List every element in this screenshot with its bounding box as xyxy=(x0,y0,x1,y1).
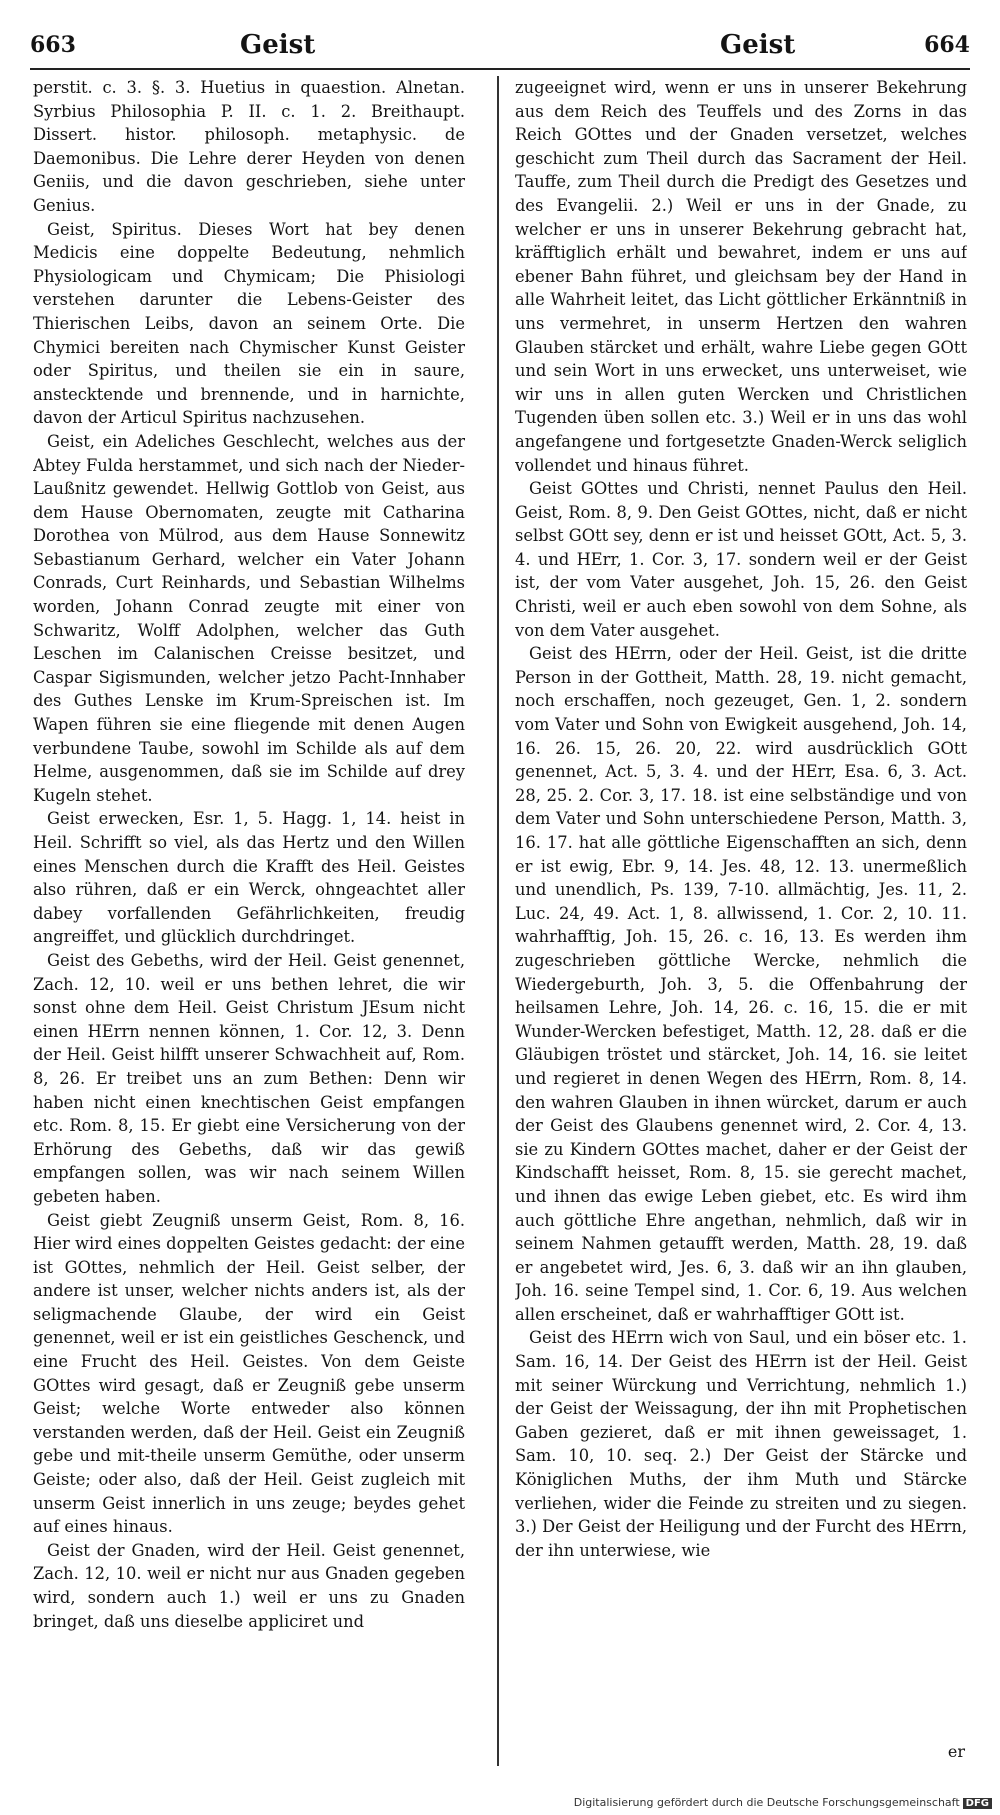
entry-paragraph: Geist des Gebeths, wird der Heil. Geist genennet, Zach. 12, 10. weil er uns bethen lehret, die wir sonst ohne dem Heil. Geist Christum JEsum nicht einen HErrn nennen können, 1. Cor. 12, 3. Denn der Heil. Geist hilfft unserer Schwachheit auf, Rom. 8, 26. Er treibet uns an zum Bethen: Denn wir haben nicht einen knechtischen Geist empfangen etc. Rom. 8, 15. Er giebt eine Versicherung von der Erhörung des Gebeths, daß wir das gewiß empfangen sollen, was wir nach seinem Willen gebeten haben. xyxy=(33,950,465,1206)
entry-paragraph: Geist, Spiritus. Dieses Wort hat bey denen Medicis eine doppelte Bedeutung, nehmlich Physiologicam und Chymicam; Die Phisiologi verstehen darunter die Lebens-Geister des Thierischen Leibs, davon an seinem Orte. Die Chymici bereiten nach Chymischer Kunst Geister oder Spiritus, und theilen sie ein in saure, anstecktende und brennende, und in harnichte, davon der Articul Spiritus nachzusehen. xyxy=(33,219,465,428)
column-divider xyxy=(497,76,499,1766)
entry-paragraph: Geist giebt Zeugniß unserm Geist, Rom. 8, 16. Hier wird eines doppelten Geistes gedacht: der eine ist GOttes, nehmlich der Heil. Geist selber, der andere ist unser, welcher nichts anders ist, als der seligmachende Glaube, der wird ein Geist genennet, weil er ist ein geistliches Geschenck, und eine Frucht des Heil. Geistes. Von dem Geiste GOttes wird gesagt, daß er Zeugniß gebe unserm Geist; welche Worte entweder also können verstanden werden, daß der Heil. Geist ein Zeugniß gebe und mit-theile unserm Gemüthe, oder unserm Geiste; oder also, daß der Heil. Geist zugleich mit unserm Geist innerlich in uns zeuge; beydes gehet auf eines hinaus. xyxy=(33,1210,465,1537)
entry-paragraph: Geist der Gnaden, wird der Heil. Geist genennet, Zach. 12, 10. weil er nicht nur aus Gnaden gegeben wird, sondern auch 1.) weil er uns zu Gnaden bringet, daß uns dieselbe appliciret und xyxy=(33,1540,465,1631)
credit-text: Digitalisierung gefördert durch die Deutsche Forschungsgemeinschaft xyxy=(573,1796,960,1809)
digitization-credit xyxy=(574,1796,992,1809)
entry-paragraph: Geist GOttes und Christi, nennet Paulus den Heil. Geist, Rom. 8, 9. Den Geist GOttes, nicht, daß er nicht selbst GOtt sey, denn er ist und heisset GOtt, Act. 5, 3. 4. und HErr, 1. Cor. 3, 17. sondern weil er der Geist ist, der vom Vater ausgehet, Joh. 15, 26. den Geist Christi, weil er auch eben sowohl von dem Sohne, als von dem Vater ausgehet. xyxy=(515,479,967,640)
entry-paragraph: Geist des HErrn, oder der Heil. Geist, ist die dritte Person in der Gottheit, Matth. 28, 19. nicht gemacht, noch erschaffen, noch gezeuget, Gen. 1, 2. sondern vom Vater und Sohn von Ewigkeit ausgehend, Joh. 14, 16. 26. 15, 26. 20, 22. wird ausdrücklich GOtt genennet, Act. 5, 3. 4. und der HErr, Esa. 6, 3. Act. 28, 25. 2. Cor. 3, 17. 18. ist eine selbständige und von dem Vater und Sohn unterschiedene Person, Matth. 3, 16. 17. hat alle göttliche Eigenschafften an sich, denn er ist ewig, Ebr. 9, 14. Jes. 48, 12. 13. unermeßlich und unendlich, Ps. 139, 7-10. allmächtig, Jes. 11, 2. Luc. 24, 49. Act. 1, 8. allwissend, 1. Cor. 2, 10. 11. wahrhafftig, Joh. 15, 26. c. 16, 13. Es werden ihm zugeschrieben göttliche Wercke, nehmlich die Wiedergeburth, Joh. 3, 5. die Offenbahrung der heilsamen Lehre, Joh. 14, 26. c. 16, 15. die er mit Wunder-Wercken befestiget, Matth. 12, 28. daß er die Gläubigen tröstet und stärcket, Joh. 14, 16. sie leitet und regieret in denen Wegen des HErrn, Rom. 8, 14. den wahren Glauben in ihnen würcket, darum er auch der Geist des Glaubens genennet wird, 2. Cor. 4, 13. sie zu Kindern GOttes machet, daher er der Geist der Kindschafft heisset, Rom. 8, 15. sie gerecht machet, und ihnen das ewige Leben giebet, etc. Es wird ihm auch göttliche Ehre angethan, nehmlich, daß wir in seinem Nahmen getaufft werden, Matth. 28, 19. daß er angebetet wird, Jes. 6, 3. daß wir an ihn glauben, Joh. 16. seine Tempel sind, 1. Cor. 6, 19. Aus welchen allen erscheinet, daß er wahrhafftiger GOtt ist. xyxy=(515,644,967,1324)
entry-paragraph: perstit. c. 3. §. 3. Huetius in quaestion. Alnetan. Syrbius Philosophia P. II. c. 1. 2. Breithaupt. Dissert. histor. philosoph. metaphysic. de Daemonibus. Die Lehre derer Heyden von denen Geniis, und die davon geschrieben, siehe unter Genius. xyxy=(33,78,465,215)
header-rule xyxy=(30,68,970,70)
left-column xyxy=(33,76,465,1766)
right-column xyxy=(515,76,967,1766)
catchword: er xyxy=(947,1742,965,1761)
dfg-logo: DFG xyxy=(963,1798,992,1809)
entry-paragraph: Geist des HErrn wich von Saul, und ein böser etc. 1. Sam. 16, 14. Der Geist des HErrn ist der Heil. Geist mit seiner Würckung und Verrichtung, nehmlich 1.) der Geist der Weissagung, der ihn mit Prophetischen Gaben gezieret, daß er mit ihnen geweissaget, 1. Sam. 10, 10. seq. 2.) Der Geist der Stärcke und Königlichen Muths, der ihm Muth und Stärcke verliehen, wider die Feinde zu streiten und zu siegen. 3.) Der Geist der Heiligung und der Furcht des HErrn, der ihn unterwiese, wie xyxy=(515,1328,967,1560)
page-header xyxy=(30,30,970,70)
page-number-left: 663 xyxy=(30,32,76,58)
page-number-right: 664 xyxy=(924,32,970,58)
running-head-right: Geist xyxy=(720,30,796,60)
entry-paragraph: Geist erwecken, Esr. 1, 5. Hagg. 1, 14. heist in Heil. Schrifft so viel, als das Hertz und den Willen eines Menschen durch die Krafft des Heil. Geistes also rühren, daß er ein Werck, ohngeachtet aller dabey vorfallenden Gefährlichkeiten, freudig angreiffet, und glücklich durchdringet. xyxy=(33,809,465,947)
entry-paragraph: zugeeignet wird, wenn er uns in unserer Bekehrung aus dem Reich des Teuffels und des Zorns in das Reich GOttes und der Gnaden versetzet, welches geschicht zum Theil durch das Sacrament der Heil. Tauffe, zum Theil durch die Predigt des Gesetzes und des Evangelii. 2.) Weil er uns in der Gnade, zu welcher er uns in unserer Bekehrung gebracht hat, kräfftiglich erhält und bewahret, indem er uns auf ebener Bahn führet, und gleichsam bey der Hand in alle Wahrheit leitet, das Licht göttlicher Erkänntniß in uns vermehret, in unserm Hertzen den wahren Glauben stärcket und erhält, wahre Liebe gegen GOtt und sein Wort in uns erwecket, uns unterweiset, wie wir uns in allen guten Wercken und Christlichen Tugenden üben sollen etc. 3.) Weil er in uns das wohl angefangene und fortgesetzte Gnaden-Werck seliglich vollendet und hinaus führet. xyxy=(515,78,967,475)
running-head-left: Geist xyxy=(240,30,316,60)
entry-paragraph: Geist, ein Adeliches Geschlecht, welches aus der Abtey Fulda herstammet, und sich nach der Nieder-Laußnitz gewendet. Hellwig Gottlob von Geist, aus dem Hause Obernomaten, zeugte mit Catharina Dorothea von Mülrod, aus dem Hause Sonnewitz Sebastianum Gerhard, welcher ein Vater Johann Conrads, Curt Reinhards, und Sebastian Wilhelms worden, Johann Conrad zeugte mit einer von Schwaritz, Wolff Adolphen, welcher das Guth Leschen im Calanischen Creisse besitzet, und Caspar Sigismunden, welcher jetzo Pacht-Innhaber des Guthes Lenske im Krum-Spreischen ist. Im Wapen führen sie eine fliegende mit denen Augen verbundene Taube, sowohl im Schilde als auf dem Helme, ausgenommen, daß sie im Schilde auf drey Kugeln stehet. xyxy=(33,431,465,805)
